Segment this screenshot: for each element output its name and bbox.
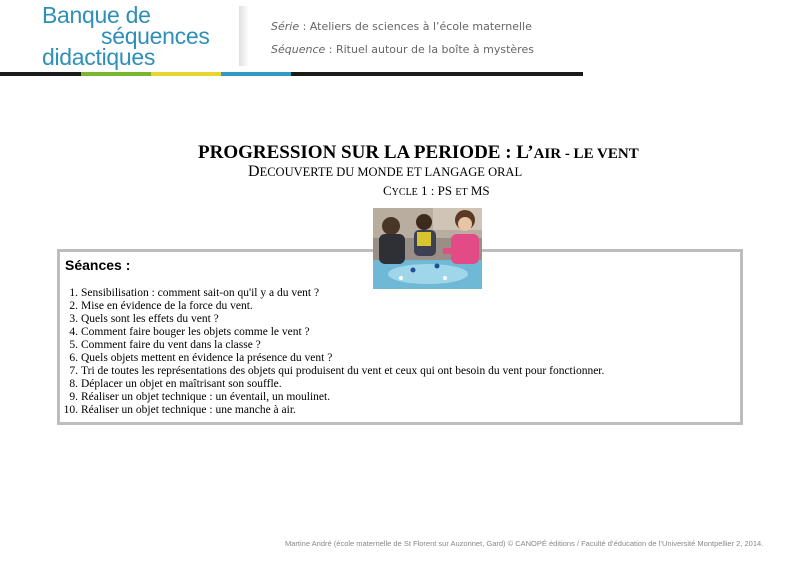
logo-line-2: séquences <box>101 23 210 49</box>
serie-line <box>271 20 532 33</box>
seance-item <box>60 391 604 404</box>
cycle-et: ET <box>455 187 468 198</box>
seances-list <box>60 287 604 417</box>
cycle-cap: C <box>383 183 392 198</box>
seance-number: 4. <box>69 326 78 338</box>
seance-text: Réaliser un objet technique : un éventail, un moulinet. <box>81 391 331 403</box>
page-title <box>198 142 800 164</box>
bar-segment <box>151 72 221 76</box>
seance-number: 7. <box>69 365 78 377</box>
bar-segment <box>291 72 583 76</box>
page-subtitle <box>248 163 800 181</box>
seance-number: 9. <box>69 391 78 403</box>
seance-text: Comment faire du vent dans la classe ? <box>81 339 261 351</box>
seance-text: Déplacer un objet en maîtrisant son souffle. <box>81 378 282 390</box>
seance-number: 10. <box>63 404 78 416</box>
serie-label: Série <box>271 20 300 33</box>
seance-number: 8. <box>69 378 78 390</box>
title-main: PROGRESSION SUR LA PERIODE : L’ <box>198 142 534 163</box>
classroom-photo <box>373 208 482 289</box>
bar-segment <box>221 72 291 76</box>
sequence-label: Séquence <box>271 43 326 56</box>
seance-item <box>60 326 604 339</box>
seance-text: Mise en évidence de la force du vent. <box>81 300 253 312</box>
seance-number: 2. <box>69 300 78 312</box>
bar-segment <box>0 72 81 76</box>
seance-item <box>60 313 604 326</box>
site-logo <box>42 2 210 70</box>
cycle-line <box>383 183 800 199</box>
seance-text: Réaliser un objet technique : une manche à air. <box>81 404 296 416</box>
subtitle-cap: D <box>248 163 260 180</box>
sequence-value: : Rituel autour de la boîte à mystères <box>325 43 534 56</box>
seance-number: 3. <box>69 313 78 325</box>
seance-number: 1. <box>69 287 78 299</box>
seance-text: Comment faire bouger les objets comme le vent ? <box>81 326 310 338</box>
seance-number: 6. <box>69 352 78 364</box>
seance-item <box>60 404 604 417</box>
title-topic: AIR - LE VENT <box>533 146 639 162</box>
cycle-end: MS <box>467 183 490 198</box>
serie-value: : Ateliers de sciences à l’école maternelle <box>299 20 532 33</box>
seances-heading: Séances : <box>65 257 131 273</box>
seance-text: Quels objets mettent en évidence la présence du vent ? <box>81 352 333 364</box>
sequence-line <box>271 43 534 56</box>
footer-credits: Martine André (école maternelle de St Florent sur Auzonnet, Gard) © CANOPÉ éditions / Faculté d’éducation de l’Université Montpellier 2, 2014. <box>285 539 764 548</box>
logo-divider <box>239 6 249 66</box>
seance-text: Quels sont les effets du vent ? <box>81 313 219 325</box>
seance-item <box>60 365 604 378</box>
logo-line-1: Banque de <box>42 2 151 28</box>
seance-item <box>60 378 604 391</box>
cycle-word: YCLE <box>391 187 418 198</box>
logo-line-3: didactiques <box>42 44 156 70</box>
classroom-photo-illustration <box>373 208 482 289</box>
seance-number: 5. <box>69 339 78 351</box>
seance-text: Tri de toutes les représentations des objets qui produisent du vent et ceux qui ont besoin du vent pour fonctionner. <box>81 365 605 377</box>
seance-item <box>60 300 604 313</box>
subtitle-rest: ECOUVERTE DU MONDE ET LANGAGE ORAL <box>259 165 523 179</box>
header-color-bar <box>0 72 583 76</box>
seance-item <box>60 352 604 365</box>
cycle-mid: 1 : PS <box>417 183 456 198</box>
bar-segment <box>81 72 151 76</box>
seance-item <box>60 339 604 352</box>
seance-text: Sensibilisation : comment sait-on qu'il y a du vent ? <box>81 287 320 299</box>
seance-item <box>60 287 604 300</box>
